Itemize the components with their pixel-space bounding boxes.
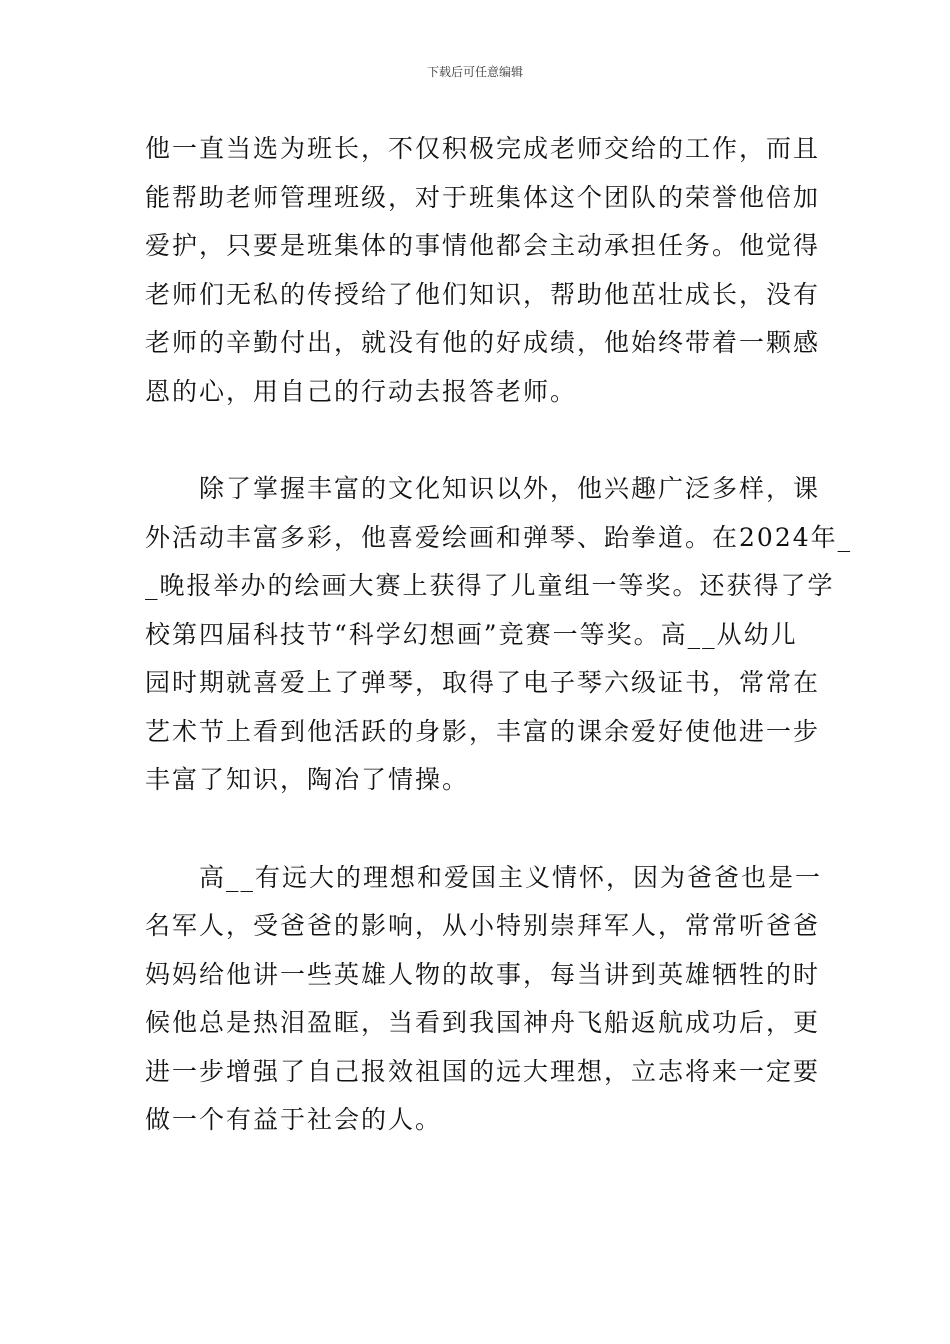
paragraph-line: 做一个有益于社会的人。 [145,1105,443,1134]
paragraph-line: 丰富了知识，陶冶了情操。 [145,765,470,794]
paragraph-line: 园时期就喜爱上了弹琴，取得了电子琴六级证书，常常在 [145,668,821,697]
document-body [145,125,853,1145]
paragraph-line: 能帮助老师管理班级，对于班集体这个团队的荣誉他倍加 [145,182,821,212]
paragraph-line: _晚报举办的绘画大赛上获得了儿童组一等奖。还获得了学 [145,571,835,600]
paragraph-line: 名军人，受爸爸的影响，从小特别崇拜军人，常常听爸爸 [145,911,821,940]
paragraph-line: 爱护，只要是班集体的事情他都会主动承担任务。他觉得 [145,231,821,260]
paragraph-2 [145,465,853,805]
paragraph-line: 他一直当选为班长，不仅积极完成老师交给的工作，而且 [145,134,821,163]
paragraph-3 [145,854,823,1145]
paragraph-line: 进一步增强了自己报效祖国的远大理想，立志将来一定要 [145,1056,821,1086]
paragraph-line: 外活动丰富多彩，他喜爱绘画和弹琴、跆拳道。在2024年_ [145,522,853,552]
paragraph-line: 艺术节上看到他活跃的身影，丰富的课余爱好使他进一步 [145,716,821,746]
paragraph-line: 恩的心，用自己的行动去报答老师。 [145,376,578,406]
paragraph-1 [145,125,821,416]
paragraph-line: 老师们无私的传授给了他们知识，帮助他茁壮成长，没有 [145,279,821,309]
paragraph-line: 老师的辛勤付出，就没有他的好成绩，他始终带着一颗感 [145,328,821,357]
paragraph-line: 高__有远大的理想和爱国主义情怀，因为爸爸也是一 [145,862,823,892]
paragraph-line: 候他总是热泪盈眶，当看到我国神舟飞船返航成功后，更 [145,1008,821,1037]
page-header: 下载后可任意编辑 [426,65,523,79]
paragraph-line: 校第四届科技节“科学幻想画”竞赛一等奖。高__从幼儿 [145,619,798,649]
paragraph-line: 妈妈给他讲一些英雄人物的故事，每当讲到英雄牺牲的时 [145,959,821,989]
paragraph-line: 除了掌握丰富的文化知识以外，他兴趣广泛多样，课 [145,474,821,503]
